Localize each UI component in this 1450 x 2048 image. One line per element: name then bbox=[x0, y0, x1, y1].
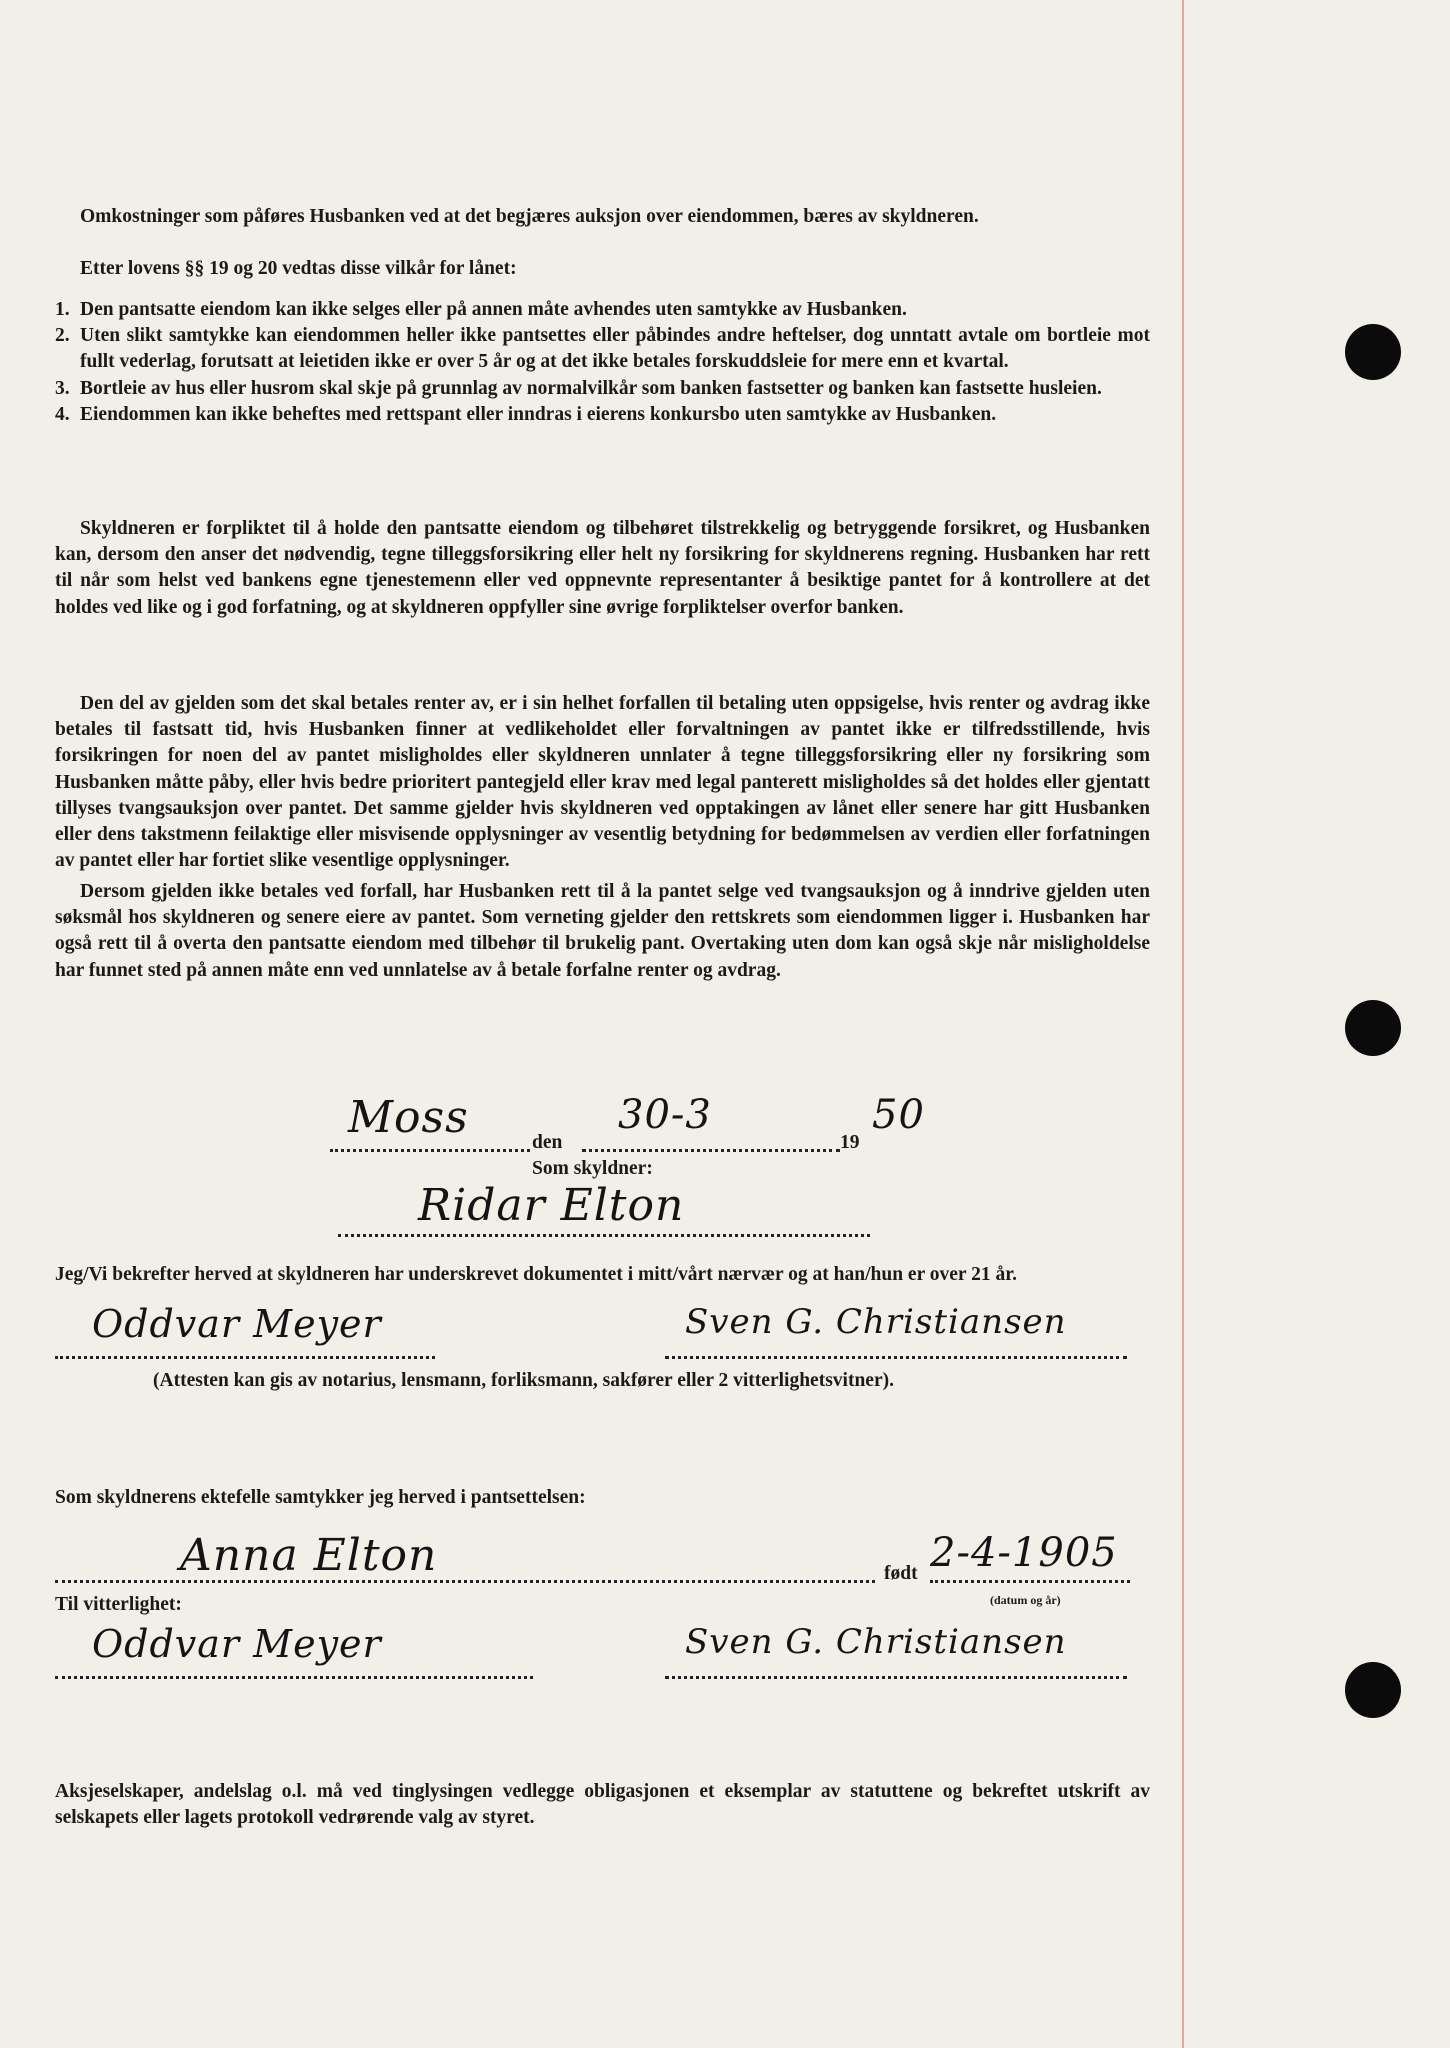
year-handwritten: 50 bbox=[872, 1092, 925, 1138]
spouse-consent-text: Som skyldnerens ektefelle samtykker jeg herved i pantsettelsen: bbox=[55, 1487, 586, 1508]
attestation-text: Jeg/Vi bekrefter herved at skyldneren har underskrevet dokumentet i mitt/vårt nærvær og at han/hun er over 21 år. bbox=[55, 1264, 1017, 1285]
spouse-signature-line bbox=[55, 1580, 875, 1583]
debtor-signature-line bbox=[338, 1234, 870, 1237]
conditions-list bbox=[55, 297, 1150, 428]
born-date-line bbox=[930, 1580, 1130, 1583]
year-prefix: 19 bbox=[840, 1132, 860, 1153]
attestation-note: (Attesten kan gis av notarius, lensmann, forliksmann, sakfører eller 2 vitterlighetsvitner). bbox=[153, 1370, 894, 1391]
witness-label: Til vitterlighet: bbox=[55, 1594, 182, 1615]
spouse-witness2-signature: Sven G. Christiansen bbox=[685, 1622, 1067, 1662]
witness2-signature: Sven G. Christiansen bbox=[685, 1302, 1067, 1342]
item-number: 1. bbox=[55, 299, 70, 320]
list-item bbox=[55, 323, 1150, 375]
debtor-label: Som skyldner: bbox=[532, 1158, 653, 1179]
paragraph-costs: Omkostninger som påføres Husbanken ved at det begjæres auksjon over eiendommen, bæres av skyldneren. bbox=[80, 206, 979, 227]
item-text: Eiendommen kan ikke beheftes med rettspant eller inndras i eierens konkursbo uten samtykke av Husbanken. bbox=[80, 403, 997, 425]
witness1-signature: Oddvar Meyer bbox=[92, 1302, 382, 1346]
witness1-line bbox=[55, 1356, 435, 1359]
spouse-witness1-line bbox=[55, 1676, 533, 1679]
punch-hole bbox=[1345, 324, 1401, 380]
date-note: (datum og år) bbox=[990, 1593, 1061, 1607]
born-date-handwritten: 2-4-1905 bbox=[930, 1530, 1118, 1576]
date-handwritten: 30-3 bbox=[618, 1092, 712, 1138]
place-handwritten: Moss bbox=[348, 1092, 469, 1143]
item-text: Uten slikt samtykke kan eiendommen heller ikke pantsettes eller påbindes andre heftelser, dog unntatt avtale om bortleie mot fullt vederlag, forutsatt at leietiden ikke er over 5 år og at det ikke betales forskuddsleie for mere enn et kvartal. bbox=[80, 325, 1150, 373]
debtor-signature: Ridar Elton bbox=[418, 1180, 685, 1231]
margin-rule bbox=[1182, 0, 1184, 2048]
item-number: 4. bbox=[55, 403, 70, 425]
place-dotted-line bbox=[330, 1149, 530, 1152]
list-item bbox=[55, 376, 1150, 402]
list-item bbox=[55, 297, 1150, 323]
born-label: født bbox=[884, 1563, 918, 1584]
witness2-line bbox=[665, 1356, 1127, 1359]
paragraph-conditions-intro: Etter lovens §§ 19 og 20 vedtas disse vilkår for lånet: bbox=[80, 258, 517, 279]
item-number: 2. bbox=[55, 325, 70, 347]
item-number: 3. bbox=[55, 377, 70, 399]
paragraph-enforcement: Dersom gjelden ikke betales ved forfall, har Husbanken rett til å la pantet selge ved tvangsauksjon og å inndrive gjelden uten søksmål hos skyldneren og senere eiere av pantet. Som verneting gjelder den rettskrets som eiendommen ligger i. Husbanken har også rett til å overta den pantsatte eiendom med tilbehør til brukelig pant. Overtaking uten dom kan også skje når misligholdelse har funnet sted på annen måte enn ved unnlatelse av å betale forfalne renter og avdrag. bbox=[55, 881, 1150, 981]
punch-hole bbox=[1345, 1000, 1401, 1056]
spouse-witness1-signature: Oddvar Meyer bbox=[92, 1622, 382, 1666]
footer-note: Aksjeselskaper, andelslag o.l. må ved tinglysingen vedlegge obligasjonen et eksemplar av statuttene og bekreftet utskrift av selskapets eller lagets protokoll vedrørende valg av styret. bbox=[55, 1781, 1150, 1829]
spouse-signature: Anna Elton bbox=[180, 1530, 438, 1581]
spouse-witness2-line bbox=[665, 1676, 1127, 1679]
list-item bbox=[55, 402, 1150, 428]
item-text: Bortleie av hus eller husrom skal skje på grunnlag av normalvilkår som banken fastsetter og banken kan fastsette husleien. bbox=[80, 377, 1102, 399]
den-label: den bbox=[532, 1132, 563, 1153]
item-text: Den pantsatte eiendom kan ikke selges eller på annen måte avhendes uten samtykke av Husbanken. bbox=[80, 299, 907, 320]
date-dotted-line bbox=[582, 1149, 840, 1152]
paragraph-default: Den del av gjelden som det skal betales renter av, er i sin helhet forfallen til betaling uten oppsigelse, hvis renter og avdrag ikke betales til fastsatt tid, hvis Husbanken finner at vedlikeholdet eller forvaltningen av pantet ikke er tilfredsstillende, hvis forsikringen for noen del av pantet misligholdes eller skyldneren unnlater å tegne tilleggsforsikring eller ny forsikring som Husbanken måtte påby, eller hvis bedre prioritert pantegjeld eller krav med legal panterett misligholdes så det holdes eller gjentatt tillyses tvangsauksjon over pantet. Det samme gjelder hvis skyldneren ved opptakingen av lånet eller senere har gitt Husbanken eller dens takstmenn feilaktige eller misvisende opplysninger av vesentlig betydning for bedømmelsen av verdien eller forfatningen av pantet eller har fortiet slike vesentlige opplysninger. bbox=[55, 693, 1150, 872]
punch-hole bbox=[1345, 1662, 1401, 1718]
paragraph-insurance: Skyldneren er forpliktet til å holde den pantsatte eiendom og tilbehøret tilstrekkelig og betryggende forsikret, og Husbanken kan, dersom den anser det nødvendig, tegne tilleggsforsikring eller helt ny forsikring for skyldnerens regning. Husbanken har rett til når som helst ved bankens egne tjenestemenn eller ved oppnevnte representanter å besiktige pantet for å kontrollere at det holdes ved like og i god forfatning, og at skyldneren oppfyller sine øvrige forpliktelser overfor banken. bbox=[55, 518, 1150, 618]
